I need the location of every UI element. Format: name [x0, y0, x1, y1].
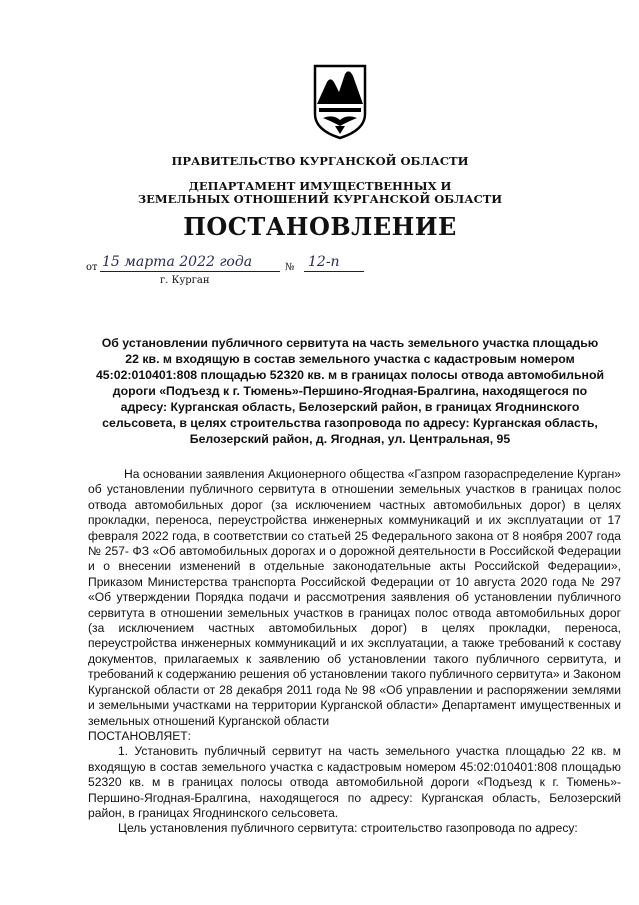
org-name-department-line1: ДЕПАРТАМЕНТ ИМУЩЕСТВЕННЫХ И [188, 179, 452, 193]
org-name-department-line2: ЗЕМЕЛЬНЫХ ОТНОШЕНИЙ КУРГАНСКОЙ ОБЛАСТИ [137, 192, 503, 206]
document-type-title: ПОСТАНОВЛЕНИЕ [183, 212, 457, 241]
number-prefix: № [285, 262, 295, 273]
subject-line: адресу: Курганская область, Белозерский район, в границах Ягоднинского [120, 400, 580, 414]
clause-1-paragraph: 1. Установить публичный сервитут на часть земельного участка площадью 22 кв. м входящую в состав земельного участка с кадастровым номером 45:02:010401:808 площадью 52320 кв. м в границах полосы отвода автомобильной дороги «Подъезд к г. Тюмень»-Першино-Ягодная-Бралгина, находящегося по адресу: Курганская область, Белозерский район, в границах Ягоднинского сельсовета. [88, 744, 621, 820]
handwritten-number: 12-п [308, 254, 340, 270]
preamble-paragraph: На основании заявления Акционерного общества «Газпром газораспределение Курган» об установлении публичного сервитута в отношении земельных участков в границах полос отвода автомобильных дорог (за исключением частных автомобильных дорог) в целях прокладки, переноса, переустройства инженерных коммуникаций и их эксплуатации от 17 февраля 2022 года, в соответствии со статьей 25 Федерального закона от 8 ноября 2007 года № 257- ФЗ «Об автомобильных дорогах и о дорожной деятельности в Российской Федерации и о внесении изменений в отдельные законодательные акты Российской Федерации», Приказом Министерства транспорта Российской Федерации от 10 августа 2020 года № 297 «Об утверждении Порядка подачи и рассмотрения заявления об установлении публичного сервитута в отношении земельных участков в границах полос отвода автомобильных дорог (за исключением частных автомобильных дорог) в целях прокладки, переноса, переустройства инженерных коммуникаций и их эксплуатации, а также требований к составу документов, прилагаемых к заявлению об установлении такого публичного сервитута, и требований к содержанию решения об установлении такого публичного сервитута» и Законом Курганской области от 28 декабря 2011 года № 98 «Об управлении и распоряжении землями и земельными участками на территории Курганской области» Департамент имущественных и земельных отношений Курганской области [88, 467, 621, 728]
date-prefix: от [86, 262, 98, 273]
org-name-government: ПРАВИТЕЛЬСТВО КУРГАНСКОЙ ОБЛАСТИ [171, 154, 469, 168]
subject-line: 22 кв. м входящую в состав земельного участка с кадастровым номером [125, 352, 575, 366]
resolution-keyword: ПОСТАНОВЛЯЕТ: [88, 728, 192, 743]
subject-line: Об установлении публичного сервитута на часть земельного участка площадью [101, 336, 599, 350]
subject-line: сельсовета, в целях строительства газопровода по адресу: Курганская область, [102, 416, 598, 430]
document-body [88, 467, 621, 837]
number-underline [304, 271, 364, 272]
subject-line: Белозерский район, д. Ягодная, ул. Центральная, 95 [189, 432, 511, 446]
date-underline [100, 271, 280, 272]
city-name: г. Курган [160, 275, 210, 286]
handwritten-date: 15 марта 2022 года [102, 254, 253, 270]
subject-line: 45:02:010401:808 площадью 52320 кв. м в границах полосы отвода автомобильной [95, 368, 605, 382]
coat-of-arms-emblem [313, 64, 367, 140]
purpose-paragraph: Цель установления публичного сервитута: строительство газопровода по адресу: [118, 821, 578, 836]
subject-line: дороги «Подъезд к г. Тюмень»-Першино-Ягодная-Бралгина, находящегося по [112, 384, 588, 398]
document-subject [80, 335, 620, 447]
